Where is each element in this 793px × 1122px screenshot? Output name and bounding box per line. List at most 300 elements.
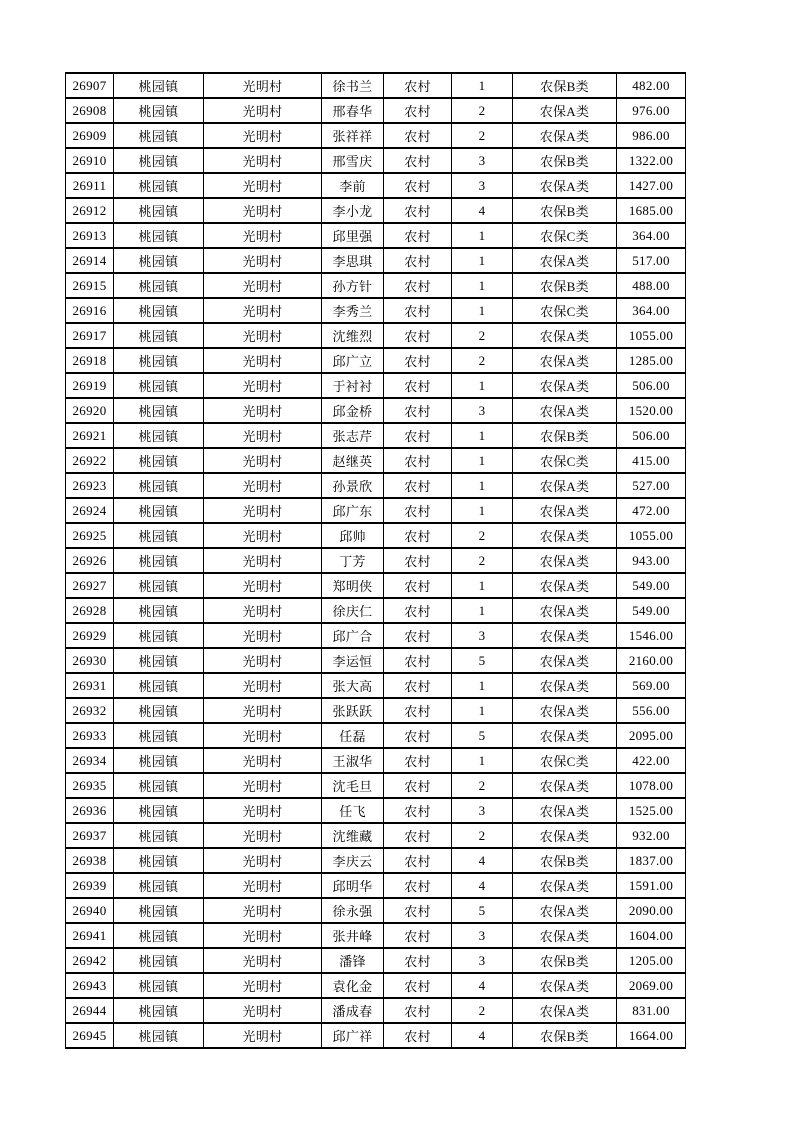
insurance-type-cell: 农保A类	[513, 598, 617, 623]
person-count-cell: 4	[452, 848, 513, 873]
village-cell: 光明村	[204, 923, 322, 948]
residence-type-cell: 农村	[384, 773, 452, 798]
person-name-cell: 袁化金	[322, 973, 384, 998]
seq-number-cell: 26944	[66, 998, 114, 1023]
residence-type-cell: 农村	[384, 198, 452, 223]
residence-type-cell: 农村	[384, 223, 452, 248]
insurance-type-cell: 农保A类	[513, 348, 617, 373]
table-row	[66, 348, 686, 373]
residence-type-cell: 农村	[384, 348, 452, 373]
person-count-cell: 3	[452, 923, 513, 948]
table-row	[66, 423, 686, 448]
residence-type-cell: 农村	[384, 498, 452, 523]
person-name-cell: 徐庆仁	[322, 598, 384, 623]
town-cell: 桃园镇	[114, 198, 204, 223]
insurance-type-cell: 农保A类	[513, 798, 617, 823]
amount-cell: 556.00	[617, 698, 686, 723]
person-name-cell: 李思琪	[322, 248, 384, 273]
insurance-type-cell: 农保B类	[513, 423, 617, 448]
seq-number-cell: 26913	[66, 223, 114, 248]
residence-type-cell: 农村	[384, 948, 452, 973]
table-row	[66, 998, 686, 1023]
village-cell: 光明村	[204, 373, 322, 398]
seq-number-cell: 26915	[66, 273, 114, 298]
insurance-type-cell: 农保B类	[513, 1023, 617, 1048]
residence-type-cell: 农村	[384, 473, 452, 498]
village-cell: 光明村	[204, 598, 322, 623]
seq-number-cell: 26917	[66, 323, 114, 348]
person-count-cell: 5	[452, 648, 513, 673]
insurance-type-cell: 农保B类	[513, 948, 617, 973]
amount-cell: 472.00	[617, 498, 686, 523]
person-count-cell: 3	[452, 148, 513, 173]
residence-type-cell: 农村	[384, 798, 452, 823]
amount-cell: 1685.00	[617, 198, 686, 223]
residence-type-cell: 农村	[384, 248, 452, 273]
person-count-cell: 1	[452, 673, 513, 698]
insurance-type-cell: 农保A类	[513, 723, 617, 748]
table-row	[66, 373, 686, 398]
residence-type-cell: 农村	[384, 423, 452, 448]
insurance-type-cell: 农保A类	[513, 473, 617, 498]
residence-type-cell: 农村	[384, 448, 452, 473]
person-name-cell: 赵继英	[322, 448, 384, 473]
person-count-cell: 3	[452, 173, 513, 198]
table-body	[66, 73, 686, 1048]
village-cell: 光明村	[204, 423, 322, 448]
town-cell: 桃园镇	[114, 873, 204, 898]
town-cell: 桃园镇	[114, 673, 204, 698]
person-name-cell: 邱广东	[322, 498, 384, 523]
table-row	[66, 498, 686, 523]
town-cell: 桃园镇	[114, 748, 204, 773]
table-row	[66, 273, 686, 298]
village-cell: 光明村	[204, 473, 322, 498]
village-cell: 光明村	[204, 98, 322, 123]
town-cell: 桃园镇	[114, 223, 204, 248]
village-cell: 光明村	[204, 223, 322, 248]
table-row	[66, 98, 686, 123]
person-count-cell: 1	[452, 423, 513, 448]
residence-type-cell: 农村	[384, 598, 452, 623]
residence-type-cell: 农村	[384, 173, 452, 198]
village-cell: 光明村	[204, 323, 322, 348]
person-count-cell: 2	[452, 123, 513, 148]
table-row	[66, 298, 686, 323]
table-row	[66, 223, 686, 248]
amount-cell: 1525.00	[617, 798, 686, 823]
town-cell: 桃园镇	[114, 448, 204, 473]
person-name-cell: 邢春华	[322, 98, 384, 123]
amount-cell: 527.00	[617, 473, 686, 498]
person-count-cell: 1	[452, 473, 513, 498]
amount-cell: 1427.00	[617, 173, 686, 198]
village-cell: 光明村	[204, 548, 322, 573]
town-cell: 桃园镇	[114, 398, 204, 423]
seq-number-cell: 26909	[66, 123, 114, 148]
town-cell: 桃园镇	[114, 498, 204, 523]
seq-number-cell: 26925	[66, 523, 114, 548]
town-cell: 桃园镇	[114, 148, 204, 173]
amount-cell: 569.00	[617, 673, 686, 698]
village-cell: 光明村	[204, 1023, 322, 1048]
insurance-type-cell: 农保B类	[513, 273, 617, 298]
insurance-type-cell: 农保A类	[513, 923, 617, 948]
amount-cell: 1078.00	[617, 773, 686, 798]
seq-number-cell: 26924	[66, 498, 114, 523]
residence-type-cell: 农村	[384, 823, 452, 848]
amount-cell: 488.00	[617, 273, 686, 298]
village-cell: 光明村	[204, 948, 322, 973]
town-cell: 桃园镇	[114, 423, 204, 448]
town-cell: 桃园镇	[114, 273, 204, 298]
seq-number-cell: 26918	[66, 348, 114, 373]
town-cell: 桃园镇	[114, 948, 204, 973]
town-cell: 桃园镇	[114, 473, 204, 498]
residence-type-cell: 农村	[384, 298, 452, 323]
residence-type-cell: 农村	[384, 973, 452, 998]
table-row	[66, 973, 686, 998]
seq-number-cell: 26931	[66, 673, 114, 698]
person-name-cell: 邱帅	[322, 523, 384, 548]
person-name-cell: 任磊	[322, 723, 384, 748]
table-row	[66, 598, 686, 623]
town-cell: 桃园镇	[114, 798, 204, 823]
person-name-cell: 李前	[322, 173, 384, 198]
person-name-cell: 王淑华	[322, 748, 384, 773]
amount-cell: 506.00	[617, 373, 686, 398]
person-count-cell: 4	[452, 1023, 513, 1048]
seq-number-cell: 26926	[66, 548, 114, 573]
table-row	[66, 823, 686, 848]
person-name-cell: 任飞	[322, 798, 384, 823]
village-cell: 光明村	[204, 348, 322, 373]
residence-type-cell: 农村	[384, 148, 452, 173]
town-cell: 桃园镇	[114, 648, 204, 673]
residence-type-cell: 农村	[384, 548, 452, 573]
residence-type-cell: 农村	[384, 998, 452, 1023]
seq-number-cell: 26942	[66, 948, 114, 973]
town-cell: 桃园镇	[114, 848, 204, 873]
person-count-cell: 1	[452, 223, 513, 248]
seq-number-cell: 26916	[66, 298, 114, 323]
person-name-cell: 沈毛旦	[322, 773, 384, 798]
town-cell: 桃园镇	[114, 248, 204, 273]
amount-cell: 506.00	[617, 423, 686, 448]
seq-number-cell: 26940	[66, 898, 114, 923]
table-row	[66, 873, 686, 898]
residence-type-cell: 农村	[384, 1023, 452, 1048]
person-count-cell: 3	[452, 398, 513, 423]
village-cell: 光明村	[204, 123, 322, 148]
residence-type-cell: 农村	[384, 523, 452, 548]
table-row	[66, 773, 686, 798]
village-cell: 光明村	[204, 498, 322, 523]
seq-number-cell: 26934	[66, 748, 114, 773]
insurance-type-cell: 农保A类	[513, 998, 617, 1023]
person-name-cell: 张跃跃	[322, 698, 384, 723]
insurance-type-cell: 农保A类	[513, 623, 617, 648]
person-name-cell: 郑明侠	[322, 573, 384, 598]
person-name-cell: 丁芳	[322, 548, 384, 573]
seq-number-cell: 26911	[66, 173, 114, 198]
amount-cell: 1520.00	[617, 398, 686, 423]
town-cell: 桃园镇	[114, 823, 204, 848]
person-count-cell: 3	[452, 798, 513, 823]
village-cell: 光明村	[204, 648, 322, 673]
person-name-cell: 邢雪庆	[322, 148, 384, 173]
seq-number-cell: 26927	[66, 573, 114, 598]
residence-type-cell: 农村	[384, 898, 452, 923]
person-name-cell: 邱明华	[322, 873, 384, 898]
village-cell: 光明村	[204, 523, 322, 548]
table-row	[66, 748, 686, 773]
person-name-cell: 李秀兰	[322, 298, 384, 323]
person-name-cell: 潘锋	[322, 948, 384, 973]
residence-type-cell: 农村	[384, 398, 452, 423]
seq-number-cell: 26920	[66, 398, 114, 423]
seq-number-cell: 26933	[66, 723, 114, 748]
seq-number-cell: 26937	[66, 823, 114, 848]
town-cell: 桃园镇	[114, 323, 204, 348]
town-cell: 桃园镇	[114, 623, 204, 648]
residence-type-cell: 农村	[384, 748, 452, 773]
person-count-cell: 2	[452, 773, 513, 798]
seq-number-cell: 26936	[66, 798, 114, 823]
village-cell: 光明村	[204, 448, 322, 473]
person-count-cell: 1	[452, 373, 513, 398]
table-row	[66, 323, 686, 348]
town-cell: 桃园镇	[114, 73, 204, 98]
person-count-cell: 1	[452, 273, 513, 298]
insurance-type-cell: 农保C类	[513, 223, 617, 248]
insurance-type-cell: 农保A类	[513, 398, 617, 423]
table-row	[66, 473, 686, 498]
amount-cell: 2095.00	[617, 723, 686, 748]
insurance-type-cell: 农保B类	[513, 198, 617, 223]
town-cell: 桃园镇	[114, 573, 204, 598]
insurance-type-cell: 农保C类	[513, 448, 617, 473]
village-cell: 光明村	[204, 573, 322, 598]
amount-cell: 1055.00	[617, 323, 686, 348]
town-cell: 桃园镇	[114, 373, 204, 398]
table-row	[66, 173, 686, 198]
person-count-cell: 3	[452, 623, 513, 648]
person-count-cell: 2	[452, 823, 513, 848]
insurance-type-cell: 农保B类	[513, 848, 617, 873]
seq-number-cell: 26928	[66, 598, 114, 623]
person-name-cell: 沈维烈	[322, 323, 384, 348]
table-row	[66, 1023, 686, 1048]
town-cell: 桃园镇	[114, 923, 204, 948]
village-cell: 光明村	[204, 798, 322, 823]
person-name-cell: 李庆云	[322, 848, 384, 873]
table-row	[66, 548, 686, 573]
village-cell: 光明村	[204, 73, 322, 98]
person-count-cell: 2	[452, 523, 513, 548]
amount-cell: 1322.00	[617, 148, 686, 173]
amount-cell: 1837.00	[617, 848, 686, 873]
town-cell: 桃园镇	[114, 523, 204, 548]
village-cell: 光明村	[204, 723, 322, 748]
amount-cell: 364.00	[617, 223, 686, 248]
village-cell: 光明村	[204, 148, 322, 173]
town-cell: 桃园镇	[114, 123, 204, 148]
person-name-cell: 李小龙	[322, 198, 384, 223]
seq-number-cell: 26923	[66, 473, 114, 498]
seq-number-cell: 26919	[66, 373, 114, 398]
town-cell: 桃园镇	[114, 973, 204, 998]
town-cell: 桃园镇	[114, 348, 204, 373]
person-count-cell: 2	[452, 323, 513, 348]
village-cell: 光明村	[204, 848, 322, 873]
person-name-cell: 张祥祥	[322, 123, 384, 148]
person-name-cell: 邱里强	[322, 223, 384, 248]
insurance-type-cell: 农保A类	[513, 873, 617, 898]
person-name-cell: 李运恒	[322, 648, 384, 673]
table-row	[66, 948, 686, 973]
seq-number-cell: 26908	[66, 98, 114, 123]
village-cell: 光明村	[204, 823, 322, 848]
insurance-type-cell: 农保A类	[513, 248, 617, 273]
insurance-type-cell: 农保A类	[513, 773, 617, 798]
table-row	[66, 623, 686, 648]
table-row	[66, 698, 686, 723]
seq-number-cell: 26938	[66, 848, 114, 873]
person-count-cell: 1	[452, 748, 513, 773]
seq-number-cell: 26932	[66, 698, 114, 723]
person-count-cell: 1	[452, 598, 513, 623]
table-row	[66, 248, 686, 273]
person-name-cell: 孙方针	[322, 273, 384, 298]
village-cell: 光明村	[204, 748, 322, 773]
person-count-cell: 1	[452, 73, 513, 98]
amount-cell: 2160.00	[617, 648, 686, 673]
seq-number-cell: 26939	[66, 873, 114, 898]
person-count-cell: 3	[452, 948, 513, 973]
village-cell: 光明村	[204, 173, 322, 198]
person-count-cell: 2	[452, 98, 513, 123]
village-cell: 光明村	[204, 623, 322, 648]
residence-type-cell: 农村	[384, 73, 452, 98]
person-count-cell: 1	[452, 248, 513, 273]
town-cell: 桃园镇	[114, 898, 204, 923]
table-row	[66, 723, 686, 748]
table-row	[66, 848, 686, 873]
amount-cell: 932.00	[617, 823, 686, 848]
person-name-cell: 邱金桥	[322, 398, 384, 423]
village-cell: 光明村	[204, 998, 322, 1023]
seq-number-cell: 26930	[66, 648, 114, 673]
person-count-cell: 2	[452, 348, 513, 373]
residence-type-cell: 农村	[384, 373, 452, 398]
residence-type-cell: 农村	[384, 98, 452, 123]
person-name-cell: 邱广立	[322, 348, 384, 373]
table-row	[66, 123, 686, 148]
town-cell: 桃园镇	[114, 698, 204, 723]
village-cell: 光明村	[204, 873, 322, 898]
residence-type-cell: 农村	[384, 623, 452, 648]
seq-number-cell: 26945	[66, 1023, 114, 1048]
village-cell: 光明村	[204, 898, 322, 923]
person-count-cell: 2	[452, 548, 513, 573]
village-cell: 光明村	[204, 773, 322, 798]
insurance-type-cell: 农保A类	[513, 373, 617, 398]
residence-type-cell: 农村	[384, 123, 452, 148]
person-count-cell: 1	[452, 498, 513, 523]
person-name-cell: 邱广合	[322, 623, 384, 648]
person-count-cell: 1	[452, 298, 513, 323]
person-name-cell: 孙景欣	[322, 473, 384, 498]
village-cell: 光明村	[204, 398, 322, 423]
amount-cell: 2069.00	[617, 973, 686, 998]
person-name-cell: 张志芹	[322, 423, 384, 448]
amount-cell: 976.00	[617, 98, 686, 123]
village-cell: 光明村	[204, 298, 322, 323]
amount-cell: 549.00	[617, 598, 686, 623]
insurance-type-cell: 农保A类	[513, 123, 617, 148]
table-row	[66, 448, 686, 473]
insurance-type-cell: 农保A类	[513, 673, 617, 698]
person-name-cell: 邱广祥	[322, 1023, 384, 1048]
seq-number-cell: 26921	[66, 423, 114, 448]
seq-number-cell: 26910	[66, 148, 114, 173]
town-cell: 桃园镇	[114, 98, 204, 123]
table-row	[66, 148, 686, 173]
amount-cell: 1055.00	[617, 523, 686, 548]
seq-number-cell: 26943	[66, 973, 114, 998]
table-row	[66, 573, 686, 598]
town-cell: 桃园镇	[114, 723, 204, 748]
amount-cell: 1285.00	[617, 348, 686, 373]
insurance-type-cell: 农保A类	[513, 573, 617, 598]
amount-cell: 549.00	[617, 573, 686, 598]
amount-cell: 517.00	[617, 248, 686, 273]
amount-cell: 2090.00	[617, 898, 686, 923]
amount-cell: 364.00	[617, 298, 686, 323]
insurance-type-cell: 农保A类	[513, 523, 617, 548]
person-count-cell: 1	[452, 698, 513, 723]
person-name-cell: 沈维藏	[322, 823, 384, 848]
person-count-cell: 5	[452, 898, 513, 923]
town-cell: 桃园镇	[114, 173, 204, 198]
town-cell: 桃园镇	[114, 773, 204, 798]
table-row	[66, 73, 686, 98]
village-cell: 光明村	[204, 973, 322, 998]
table-row	[66, 648, 686, 673]
amount-cell: 482.00	[617, 73, 686, 98]
insurance-type-cell: 农保A类	[513, 648, 617, 673]
insurance-type-cell: 农保A类	[513, 698, 617, 723]
amount-cell: 415.00	[617, 448, 686, 473]
insurance-type-cell: 农保A类	[513, 973, 617, 998]
village-cell: 光明村	[204, 673, 322, 698]
person-count-cell: 2	[452, 998, 513, 1023]
person-count-cell: 1	[452, 573, 513, 598]
person-name-cell: 徐书兰	[322, 73, 384, 98]
residence-type-cell: 农村	[384, 673, 452, 698]
insurance-type-cell: 农保A类	[513, 823, 617, 848]
table-row	[66, 898, 686, 923]
town-cell: 桃园镇	[114, 548, 204, 573]
residence-type-cell: 农村	[384, 923, 452, 948]
residence-type-cell: 农村	[384, 698, 452, 723]
village-cell: 光明村	[204, 248, 322, 273]
table-row	[66, 198, 686, 223]
person-name-cell: 于衬衬	[322, 373, 384, 398]
person-count-cell: 4	[452, 198, 513, 223]
insurance-type-cell: 农保A类	[513, 898, 617, 923]
